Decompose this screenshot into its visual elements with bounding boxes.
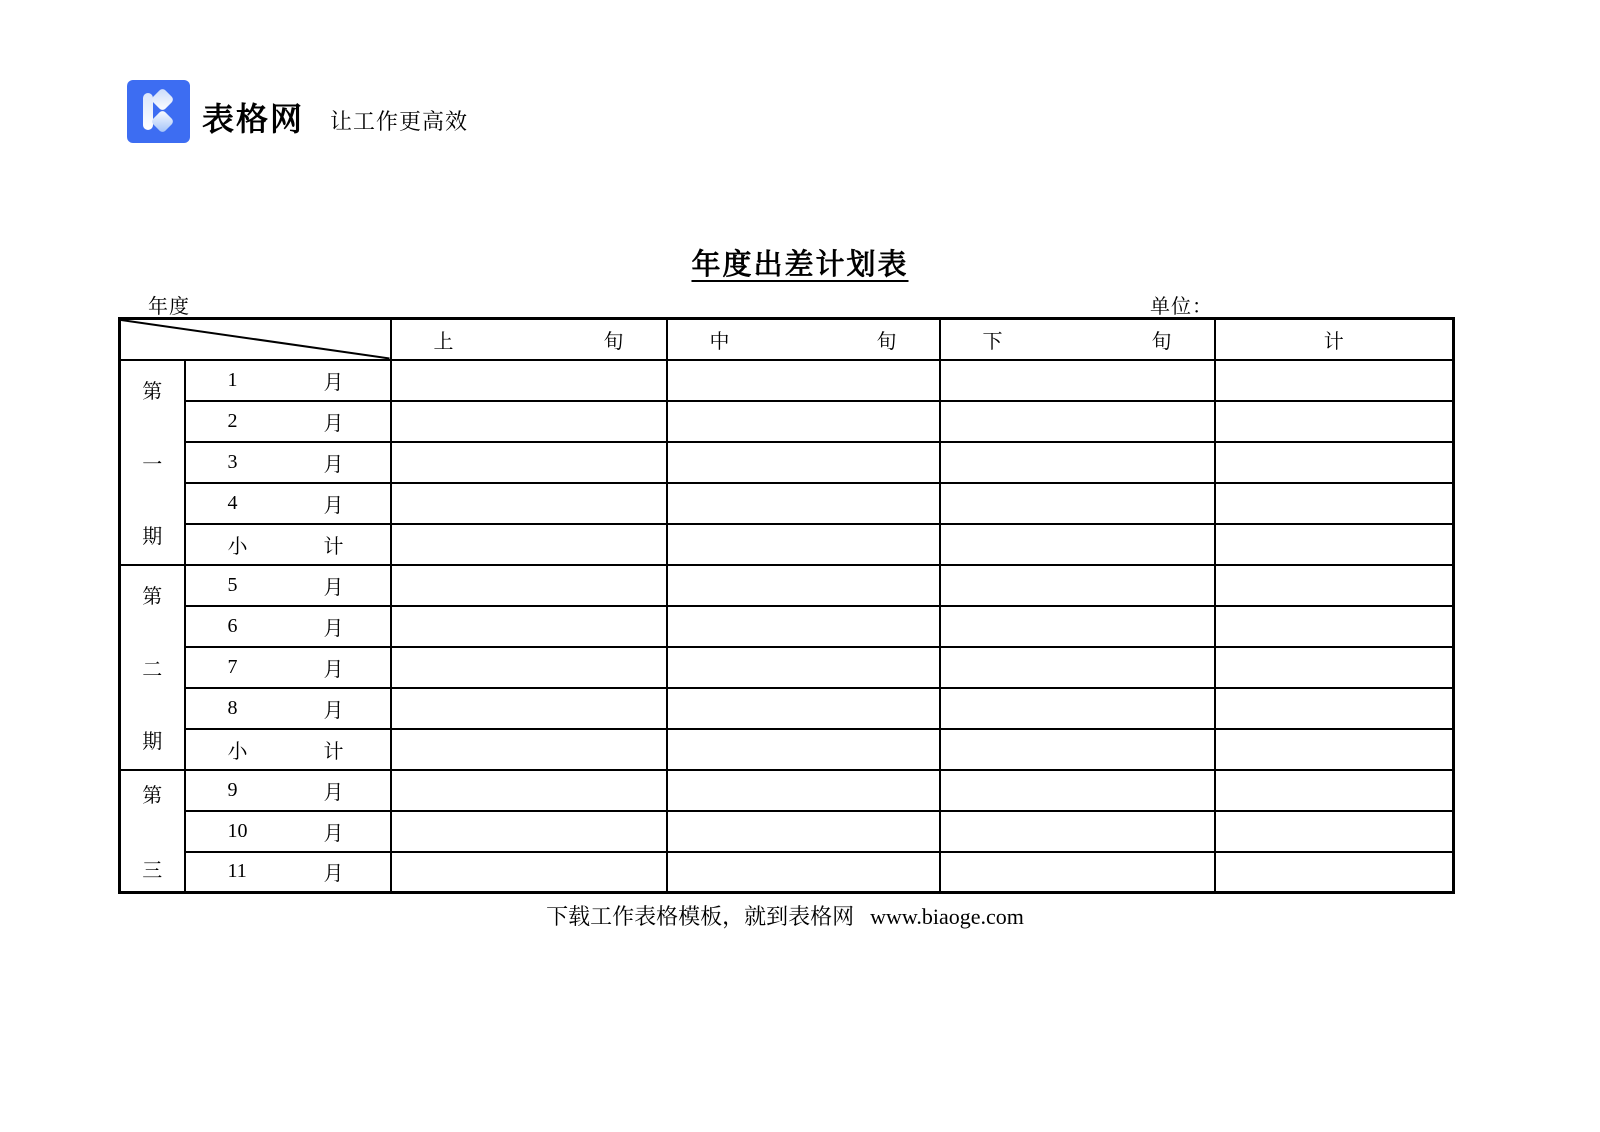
header-label: 上 [433,330,454,353]
data-cell [1215,729,1454,770]
data-cell [940,442,1215,483]
month-number: 7 [227,655,238,678]
data-cell [667,524,940,565]
month-number: 11 [227,860,247,883]
header-label: 旬 [603,330,624,353]
data-cell [391,565,667,606]
data-cell [667,442,940,483]
data-cell [940,647,1215,688]
month-cell [185,606,391,647]
data-cell [1215,565,1454,606]
data-cell [391,688,667,729]
table-row [120,606,1454,647]
month-cell [185,852,391,893]
year-label: 年度 [148,296,190,318]
month-cell [185,647,391,688]
data-cell [940,729,1215,770]
subtotal-label-left: 小 [227,535,248,558]
data-cell [1215,524,1454,565]
month-unit: 月 [323,781,344,804]
period-char: 期 [142,526,163,548]
data-cell [391,729,667,770]
subtotal-cell [185,729,391,770]
data-cell [391,852,667,893]
diagonal-line [121,320,390,359]
unit-label: 单位： [1150,296,1213,318]
month-cell [185,811,391,852]
footer-text: 下载工作表格模板，就到表格网 [546,904,855,929]
table-row [120,442,1454,483]
footer-note [118,900,1452,931]
subtotal-cell [185,524,391,565]
header-cell-mid-third [667,319,940,360]
data-cell [940,606,1215,647]
data-cell [940,770,1215,811]
data-cell [667,565,940,606]
month-unit: 月 [323,453,344,476]
month-unit: 月 [323,371,344,394]
table-row [120,811,1454,852]
month-number: 1 [227,368,238,391]
data-cell [391,647,667,688]
period-char: 期 [142,731,163,753]
data-cell [667,811,940,852]
table-header-row [120,319,1454,360]
logo-diamond-bottom [150,109,174,133]
month-unit: 月 [323,494,344,517]
data-cell [667,770,940,811]
month-cell [185,770,391,811]
period-cell-3 [120,770,185,893]
data-cell [940,360,1215,401]
month-cell [185,401,391,442]
period-cell-1 [120,360,185,565]
data-cell [1215,606,1454,647]
data-cell [1215,647,1454,688]
data-cell [667,688,940,729]
month-unit: 月 [323,617,344,640]
table-row [120,565,1454,606]
data-cell [667,729,940,770]
data-cell [940,852,1215,893]
table-row [120,360,1454,401]
month-number: 8 [227,696,238,719]
table-row [120,688,1454,729]
data-cell [940,565,1215,606]
subtotal-label-right: 计 [323,740,344,763]
data-cell [1215,852,1454,893]
data-cell [1215,770,1454,811]
data-cell [667,483,940,524]
header-label: 旬 [876,330,897,353]
table-row [120,729,1454,770]
month-cell [185,688,391,729]
data-cell [391,770,667,811]
data-cell [667,852,940,893]
table-row [120,401,1454,442]
header-label: 下 [982,330,1003,353]
data-cell [1215,401,1454,442]
data-cell [1215,688,1454,729]
data-cell [1215,811,1454,852]
data-cell [391,606,667,647]
header-cell-total: 计 [1215,319,1454,360]
month-unit: 月 [323,576,344,599]
table-row [120,852,1454,893]
month-unit: 月 [323,699,344,722]
data-cell [391,401,667,442]
data-cell [940,401,1215,442]
diagonal-header-cell [120,319,391,360]
month-number: 2 [227,409,238,432]
month-cell [185,442,391,483]
period-cell-2 [120,565,185,770]
month-number: 10 [227,819,248,842]
data-cell [940,524,1215,565]
month-unit: 月 [323,412,344,435]
brand-name: 表格网 [202,101,305,137]
data-cell [667,647,940,688]
subtotal-label-left: 小 [227,740,248,763]
subtotal-label-right: 计 [323,535,344,558]
month-cell [185,360,391,401]
month-unit: 月 [323,658,344,681]
brand-tagline: 让工作更高效 [330,109,469,134]
annual-trip-plan-table [118,317,1455,894]
header-label: 旬 [1151,330,1172,353]
data-cell [391,483,667,524]
period-char: 三 [142,859,163,882]
logo-diamond-top [150,87,174,111]
month-unit: 月 [323,822,344,845]
month-number: 4 [227,491,238,514]
data-cell [940,483,1215,524]
data-cell [1215,442,1454,483]
biaoge-logo-icon [127,80,190,143]
header-cell-first-third [391,319,667,360]
period-char: 第 [142,381,163,403]
data-cell [1215,360,1454,401]
page-title: 年度出差计划表 [691,249,909,281]
data-cell [391,811,667,852]
data-cell [667,401,940,442]
period-char: 第 [142,784,163,807]
month-number: 3 [227,450,238,473]
month-cell [185,483,391,524]
period-char: 二 [142,658,163,681]
data-cell [391,442,667,483]
month-number: 5 [227,573,238,596]
data-cell [940,688,1215,729]
header-cell-last-third [940,319,1215,360]
period-char: 第 [142,586,163,608]
footer-url: www.biaoge.com [870,904,1024,929]
month-number: 6 [227,614,238,637]
data-cell [391,360,667,401]
period-char: 一 [142,453,163,476]
table-row [120,524,1454,565]
data-cell [667,360,940,401]
table-row [120,647,1454,688]
month-unit: 月 [323,863,344,886]
month-cell [185,565,391,606]
data-cell [1215,483,1454,524]
header-label: 中 [709,330,730,353]
data-cell [940,811,1215,852]
table-row [120,483,1454,524]
data-cell [391,524,667,565]
table-row [120,770,1454,811]
month-number: 9 [227,778,238,801]
data-cell [667,606,940,647]
